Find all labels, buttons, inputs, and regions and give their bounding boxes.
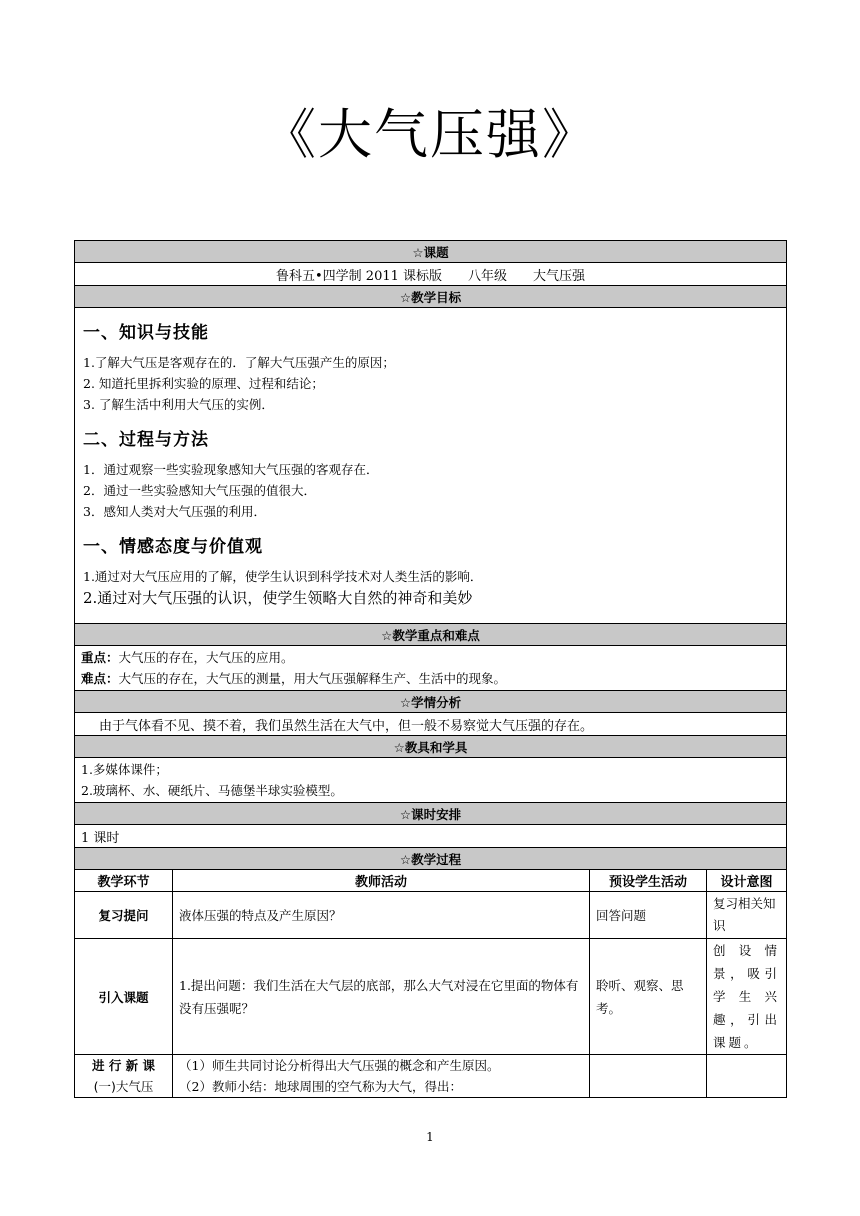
schedule-text: 1 课时 <box>75 825 787 848</box>
goals-item: 2. 知道托里拆利实验的原理、过程和结论； <box>83 376 324 391</box>
process-header: ☆教学过程 <box>75 848 787 870</box>
goals-item: 1．通过观察一些实验现象感知大气压强的客观存在． <box>83 462 379 477</box>
goals-item: 1.了解大气压是客观存在的．了解大气压强产生的原因； <box>83 355 395 370</box>
column-stage: 教学环节 <box>75 870 173 892</box>
teacher-cell <box>173 1055 590 1098</box>
goals-item: 3．感知人类对大气压强的利用． <box>83 504 266 519</box>
column-student: 预设学生活动 <box>590 870 707 892</box>
table-row <box>75 1055 787 1098</box>
page-number: 1 <box>426 1130 434 1144</box>
goals-item: 1.通过对大气压应用的了解，使学生认识到科学技术对人类生活的影响． <box>83 569 483 584</box>
teacher-cell: 1.提出问题：我们生活在大气层的底部，那么大气对浸在它里面的物体有没有压强呢？ <box>173 939 590 1055</box>
teacher-line: （2）教师小结：地球周围的空气称为大气，得出： <box>179 1079 462 1094</box>
stage-line: 进 行 新 课 <box>91 1058 156 1073</box>
goals-section-heading: 二、过程与方法 <box>83 430 209 450</box>
document-title: 《大气压强》 <box>262 103 598 166</box>
goals-item: 3. 了解生活中利用大气压的实例． <box>83 397 274 412</box>
stage-line: (一)大气压 <box>93 1079 154 1094</box>
teacher-cell: 液体压强的特点及产生原因？ <box>173 892 590 939</box>
schedule-header: ☆课时安排 <box>75 803 787 825</box>
goals-section-heading: 一、知识与技能 <box>83 323 209 343</box>
stage-cell: 引入课题 <box>75 939 173 1055</box>
analysis-header: ☆学情分析 <box>75 691 787 713</box>
tools-body <box>75 758 787 803</box>
student-cell: 回答问题 <box>590 892 707 939</box>
tools-header: ☆教具和学具 <box>75 736 787 758</box>
goals-item: 2．通过一些实验感知大气压强的值很大． <box>83 483 316 498</box>
stage-cell <box>75 1055 173 1098</box>
keypoints-body <box>75 646 787 691</box>
intent-cell: 复习相关知识 <box>707 892 787 939</box>
table-row <box>75 939 787 1055</box>
stage-cell: 复习提问 <box>75 892 173 939</box>
topic-value: 鲁科五•四学制 2011 课标版 八年级 大气压强 <box>75 263 787 286</box>
student-cell <box>590 1055 707 1098</box>
analysis-text: 由于气体看不见、摸不着，我们虽然生活在大气中，但一般不易察觉大气压强的存在。 <box>75 713 787 736</box>
difficulty-label: 难点： <box>81 671 119 686</box>
goals-body <box>75 308 787 624</box>
goals-header: ☆教学目标 <box>75 286 787 308</box>
keypoints-header: ☆教学重点和难点 <box>75 624 787 646</box>
teacher-line: （1）师生共同讨论分析得出大气压强的概念和产生原因。 <box>179 1058 500 1073</box>
topic-header: ☆课题 <box>75 241 787 263</box>
column-teacher: 教师活动 <box>173 870 590 892</box>
focus-text: 大气压的存在，大气压的应用。 <box>118 650 294 665</box>
table-row <box>75 892 787 939</box>
intent-cell: 创设情景，吸引学生兴趣，引出课题。 <box>707 939 787 1055</box>
tools-item: 1.多媒体课件； <box>81 762 168 777</box>
column-intent: 设计意图 <box>707 870 787 892</box>
lesson-plan-table <box>74 240 787 1098</box>
goals-section-heading: 一、情感态度与价值观 <box>83 537 263 557</box>
difficulty-text: 大气压的存在，大气压的测量，用大气压强解释生产、生活中的现象。 <box>118 671 507 686</box>
student-cell: 聆听、观察、思考。 <box>590 939 707 1055</box>
intent-cell <box>707 1055 787 1098</box>
tools-item: 2.玻璃杯、水、硬纸片、马德堡半球实验模型。 <box>81 783 343 798</box>
goals-item: 2.通过对大气压强的认识，使学生领略大自然的神奇和美妙 <box>83 589 473 607</box>
focus-label: 重点： <box>81 650 119 665</box>
